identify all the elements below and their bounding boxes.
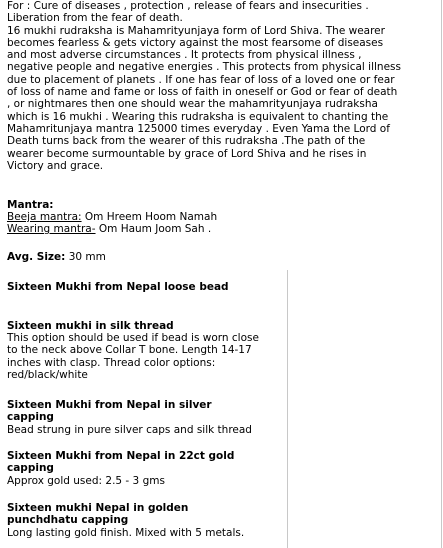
avg-size-line bbox=[7, 251, 106, 263]
avg-size-label: Avg. Size: bbox=[7, 251, 66, 263]
right-divider bbox=[441, 0, 442, 548]
option-desc-silk-thread: This option should be used if bead is worn close to the neck above Collar T bone. Length 14-17 inches with clasp. Thread color options: red/black/white bbox=[7, 332, 259, 381]
product-description: For : Cure of diseases , protection , release of fears and insecurities . Liberation from the fear of death. 16 mukhi rudraksha is Mahamrityunjaya form of Lord Shiva. The wearer becomes fearless & gets victory against the most fearsome of diseases and most adverse circumstances . It protects from physical illness , negative people and negative energies . This protects from physical illness due to placement of planets . If one has fear of loss of a loved one or fear of loss of name and fame or loss of faith in oneself or God or fear of death , or nightmares then one should wear the mahamrityunjaya rudraksha which is 16 mukhi . Wearing this rudraksha is equivalent to chanting the Mahamritunjaya mantra 125000 times everyday . Even Yama the Lord of Death turns back from the wearer of this rudraksha .The path of the wearer become surmountable by grace of Lord Shiva and he rises in Victory and grace. bbox=[7, 0, 401, 172]
option-desc-gold-capping: Approx gold used: 2.5 - 3 gms bbox=[7, 475, 165, 487]
option-desc-silver-capping: Bead strung in pure silver caps and silk thread bbox=[7, 424, 252, 436]
option-title-silver-capping: Sixteen Mukhi from Nepal in silver capping bbox=[7, 399, 212, 424]
option-title-silk-thread: Sixteen mukhi in silk thread bbox=[7, 320, 174, 332]
option-title-punchdhatu-capping: Sixteen mukhi Nepal in golden punchdhatu capping bbox=[7, 502, 189, 527]
avg-size-value: 30 mm bbox=[65, 251, 106, 263]
beeja-mantra-label: Beeja mantra: bbox=[7, 211, 82, 223]
option-title-gold-capping: Sixteen Mukhi from Nepal in 22ct gold capping bbox=[7, 450, 235, 475]
option-desc-punchdhatu-capping: Long lasting gold finish. Mixed with 5 metals. bbox=[7, 527, 245, 539]
beeja-mantra-line bbox=[7, 211, 217, 223]
options-column-divider bbox=[287, 270, 288, 548]
wearing-mantra-label: Wearing mantra- bbox=[7, 223, 96, 235]
wearing-mantra-line bbox=[7, 223, 211, 235]
mantra-heading: Mantra: bbox=[7, 199, 54, 211]
wearing-mantra-text: Om Haum Joom Sah . bbox=[95, 223, 212, 235]
beeja-mantra-text: Om Hreem Hoom Namah bbox=[81, 211, 218, 223]
option-title-loose-bead: Sixteen Mukhi from Nepal loose bead bbox=[7, 281, 229, 293]
